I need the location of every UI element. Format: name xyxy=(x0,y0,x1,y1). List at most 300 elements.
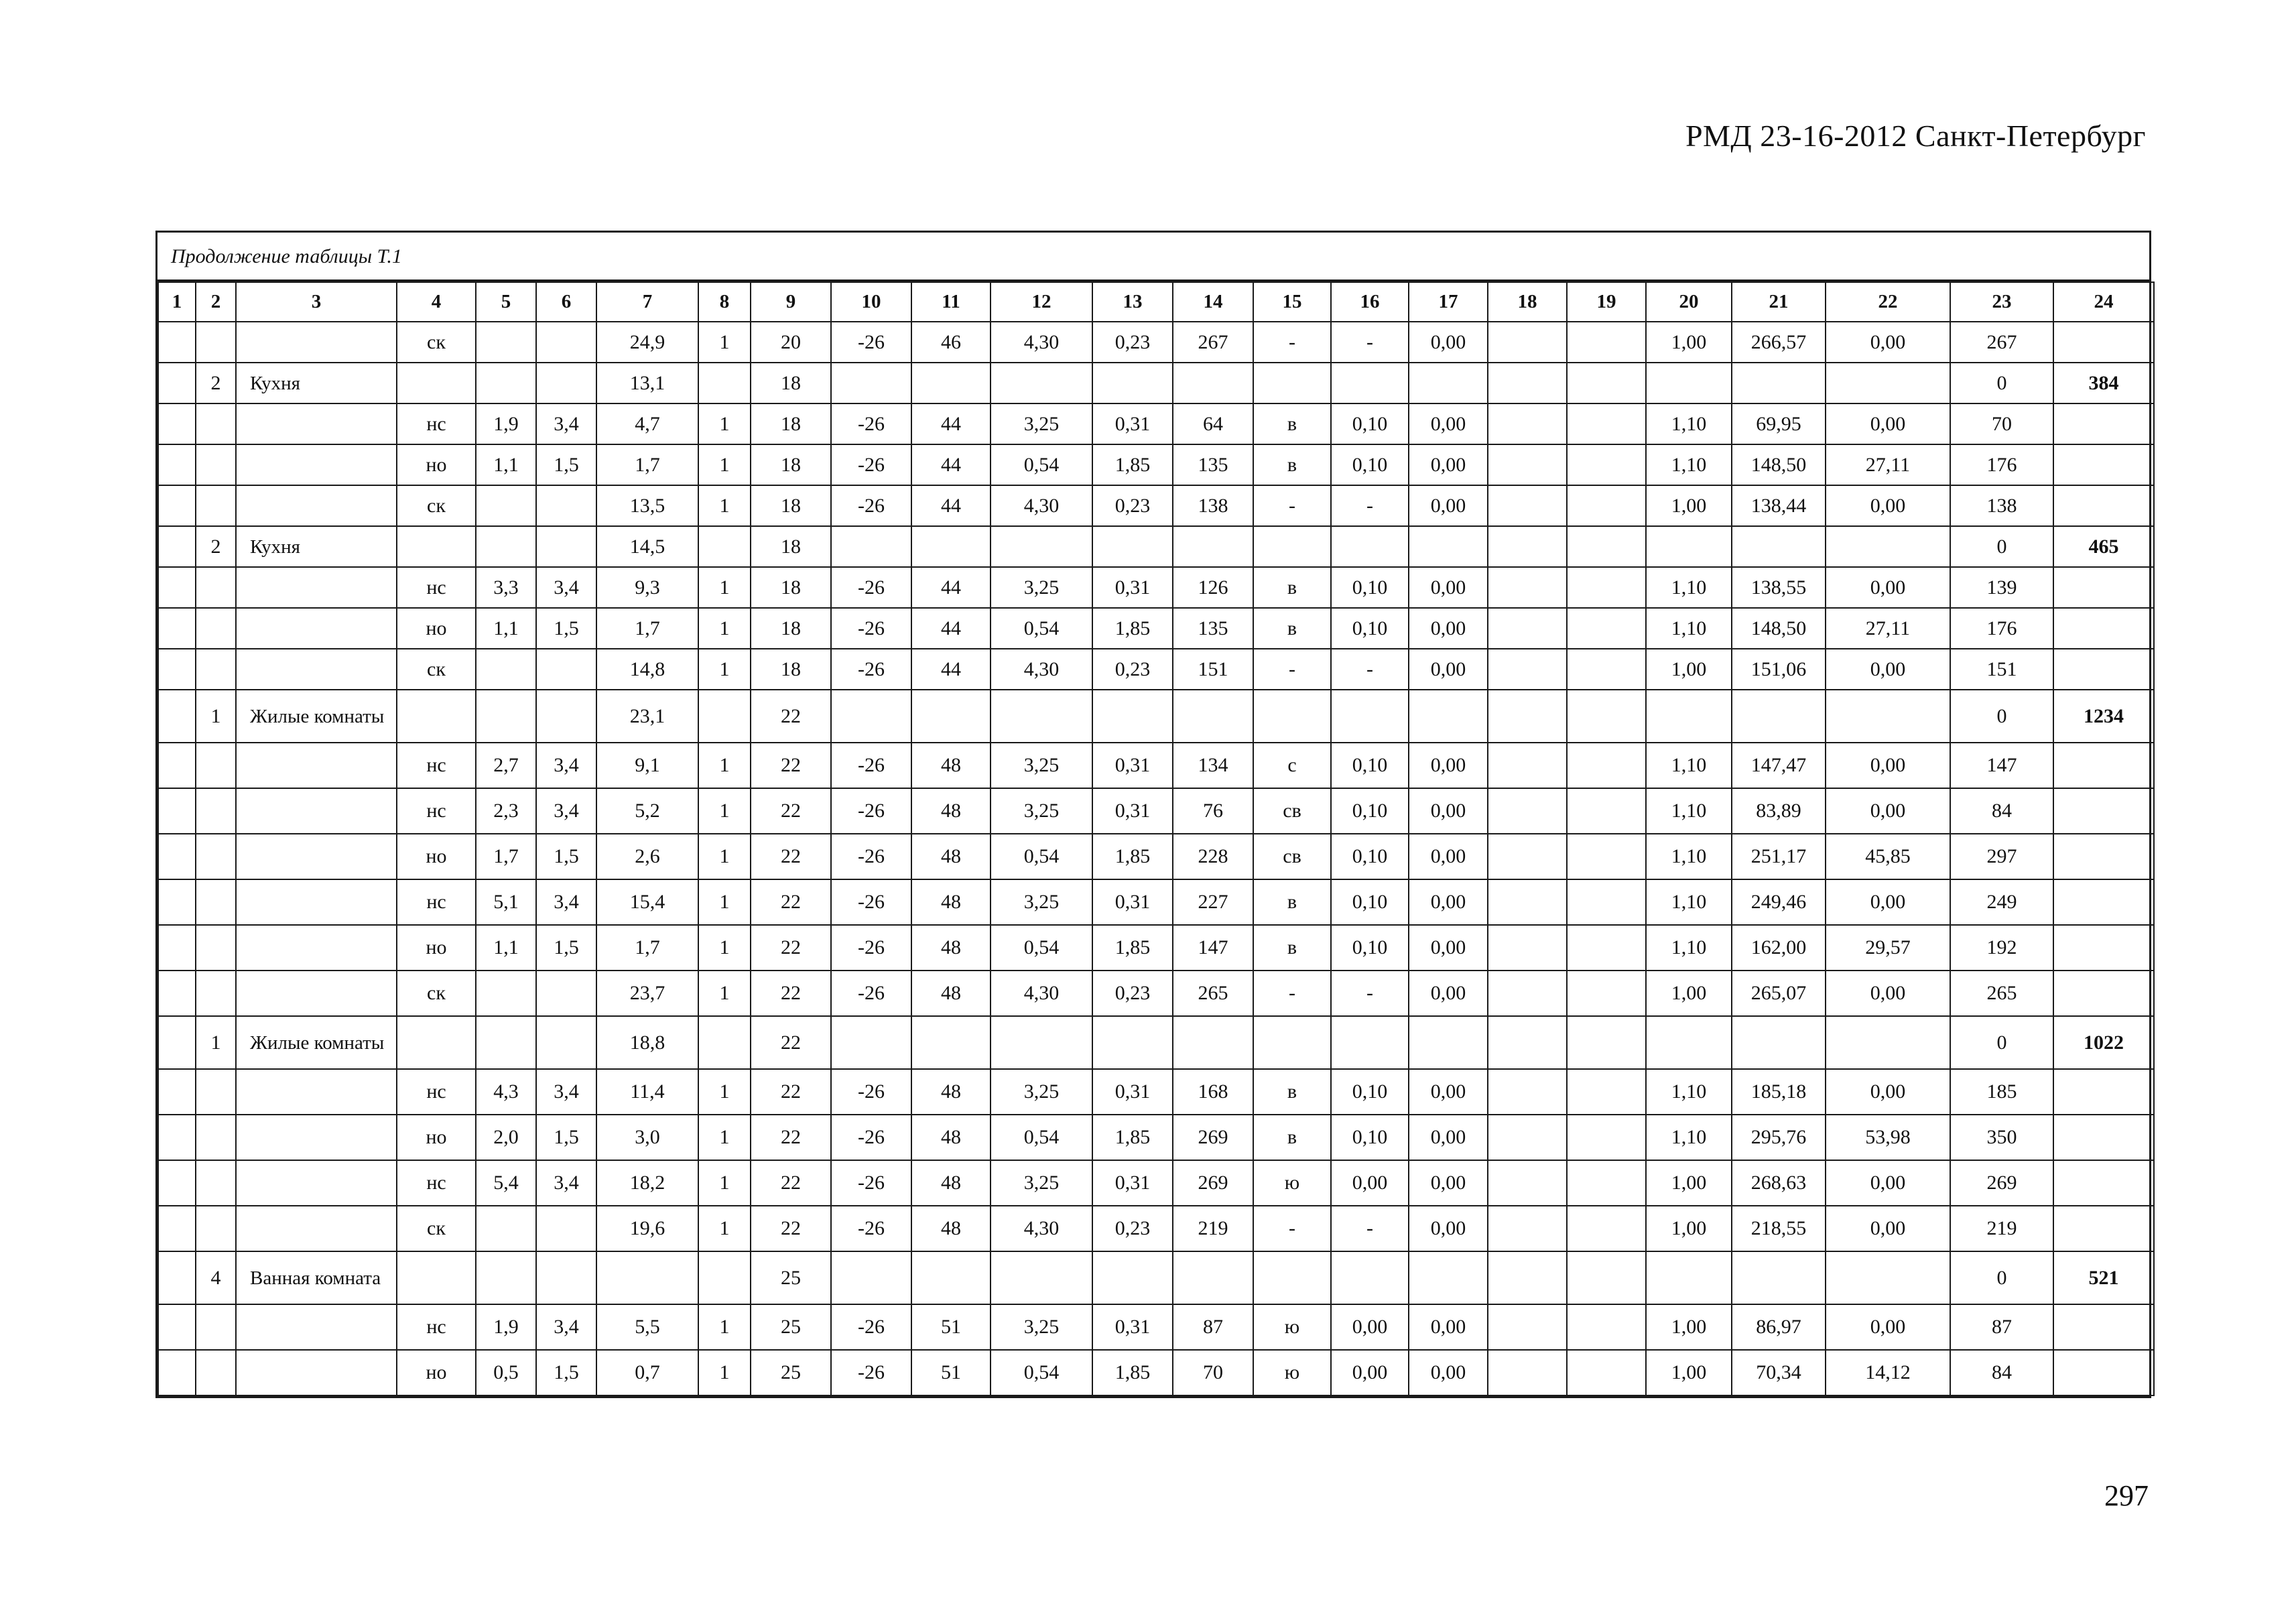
table-cell-col-6 xyxy=(536,1206,596,1251)
table-cell-col-9: 18 xyxy=(751,526,831,567)
table-cell-col-15: св xyxy=(1253,788,1331,834)
table-cell-col-16: - xyxy=(1331,1206,1409,1251)
table-cell-col-20: 1,10 xyxy=(1646,567,1732,608)
table-cell-col-6 xyxy=(536,485,596,526)
table-cell-col-13: 0,23 xyxy=(1092,649,1173,690)
table-cell-col-14: 135 xyxy=(1173,608,1253,649)
table-cell-col-16: 0,10 xyxy=(1331,788,1409,834)
table-cell-col-12: 0,54 xyxy=(991,1115,1092,1160)
table-cell-col-1 xyxy=(158,690,196,743)
table-cell-col-14: 76 xyxy=(1173,788,1253,834)
table-cell-col-14: 135 xyxy=(1173,444,1253,485)
table-row xyxy=(158,788,2154,834)
table-cell-col-22: 0,00 xyxy=(1826,322,1950,363)
table-cell-col-8: 1 xyxy=(698,971,751,1016)
table-cell-col-11: 44 xyxy=(911,403,991,444)
table-cell-col-4: но xyxy=(397,834,476,879)
table-cell-col-11 xyxy=(911,1251,991,1304)
table-cell-col-5: 0,5 xyxy=(476,1350,536,1395)
table-cell-col-6: 3,4 xyxy=(536,1160,596,1206)
table-cell-col-10: -26 xyxy=(831,1304,911,1350)
table-cell-col-18 xyxy=(1488,322,1567,363)
table-cell-col-5: 3,3 xyxy=(476,567,536,608)
table-cell-col-12: 0,54 xyxy=(991,444,1092,485)
table-cell-col-13: 0,23 xyxy=(1092,971,1173,1016)
table-cell-col-9: 18 xyxy=(751,403,831,444)
column-number-13: 13 xyxy=(1092,282,1173,322)
table-cell-col-3: Кухня xyxy=(236,526,397,567)
table-cell-col-7: 13,5 xyxy=(596,485,698,526)
table-cell-col-24: 521 xyxy=(2053,1251,2154,1304)
table-cell-col-11: 48 xyxy=(911,1069,991,1115)
table-cell-col-6 xyxy=(536,1251,596,1304)
table-cell-col-24: 384 xyxy=(2053,363,2154,403)
table-cell-col-23: 0 xyxy=(1950,690,2053,743)
table-cell-col-5 xyxy=(476,649,536,690)
table-cell-col-2 xyxy=(196,879,236,925)
table-cell-col-23: 0 xyxy=(1950,1251,2053,1304)
table-cell-col-24: 465 xyxy=(2053,526,2154,567)
table-cell-col-14: 267 xyxy=(1173,322,1253,363)
table-cell-col-16: 0,10 xyxy=(1331,925,1409,971)
table-cell-col-3 xyxy=(236,1304,397,1350)
table-cell-col-21: 148,50 xyxy=(1732,444,1826,485)
table-cell-col-14: 134 xyxy=(1173,743,1253,788)
table-cell-col-18 xyxy=(1488,444,1567,485)
table-cell-col-14 xyxy=(1173,526,1253,567)
table-cell-col-16: - xyxy=(1331,649,1409,690)
table-cell-col-16 xyxy=(1331,1251,1409,1304)
table-cell-col-20: 1,10 xyxy=(1646,1069,1732,1115)
table-cell-col-21: 70,34 xyxy=(1732,1350,1826,1395)
table-cell-col-13: 1,85 xyxy=(1092,925,1173,971)
column-number-7: 7 xyxy=(596,282,698,322)
table-cell-col-5: 2,0 xyxy=(476,1115,536,1160)
table-cell-col-1 xyxy=(158,1206,196,1251)
table-cell-col-12 xyxy=(991,1016,1092,1069)
table-cell-col-24 xyxy=(2053,1350,2154,1395)
table-cell-col-17: 0,00 xyxy=(1409,444,1488,485)
table-cell-col-7: 24,9 xyxy=(596,322,698,363)
table-cell-col-11 xyxy=(911,690,991,743)
table-cell-col-2: 2 xyxy=(196,526,236,567)
table-cell-col-3 xyxy=(236,649,397,690)
table-cell-col-1 xyxy=(158,1251,196,1304)
table-cell-col-7: 18,2 xyxy=(596,1160,698,1206)
table-cell-col-19 xyxy=(1567,1069,1646,1115)
table-cell-col-23: 0 xyxy=(1950,363,2053,403)
table-cell-col-7: 5,5 xyxy=(596,1304,698,1350)
table-cell-col-24 xyxy=(2053,322,2154,363)
table-cell-col-17: 0,00 xyxy=(1409,608,1488,649)
table-cell-col-22: 0,00 xyxy=(1826,879,1950,925)
table-cell-col-20: 1,10 xyxy=(1646,1115,1732,1160)
table-cell-col-17: 0,00 xyxy=(1409,1160,1488,1206)
table-cell-col-8: 1 xyxy=(698,1206,751,1251)
table-cell-col-24 xyxy=(2053,1160,2154,1206)
table-cell-col-6 xyxy=(536,363,596,403)
table-cell-col-1 xyxy=(158,788,196,834)
table-cell-col-1 xyxy=(158,363,196,403)
table-cell-col-10: -26 xyxy=(831,403,911,444)
table-cell-col-10: -26 xyxy=(831,879,911,925)
table-cell-col-20: 1,10 xyxy=(1646,925,1732,971)
table-cell-col-13: 0,23 xyxy=(1092,1206,1173,1251)
table-cell-col-21 xyxy=(1732,690,1826,743)
table-cell-col-15: в xyxy=(1253,879,1331,925)
table-cell-col-19 xyxy=(1567,690,1646,743)
table-cell-col-10: -26 xyxy=(831,788,911,834)
table-cell-col-6 xyxy=(536,971,596,1016)
table-cell-col-2: 2 xyxy=(196,363,236,403)
table-cell-col-10: -26 xyxy=(831,971,911,1016)
table-cell-col-4: нс xyxy=(397,743,476,788)
table-cell-col-17: 0,00 xyxy=(1409,1350,1488,1395)
table-row xyxy=(158,879,2154,925)
table-cell-col-17: 0,00 xyxy=(1409,649,1488,690)
table-cell-col-19 xyxy=(1567,925,1646,971)
table-cell-col-5 xyxy=(476,363,536,403)
table-cell-col-4: ск xyxy=(397,322,476,363)
table-cell-col-12: 3,25 xyxy=(991,1069,1092,1115)
table-cell-col-14: 147 xyxy=(1173,925,1253,971)
table-cell-col-8: 1 xyxy=(698,485,751,526)
table-cell-col-13: 1,85 xyxy=(1092,608,1173,649)
table-cell-col-5 xyxy=(476,971,536,1016)
table-cell-col-5: 1,7 xyxy=(476,834,536,879)
table-cell-col-8: 1 xyxy=(698,1304,751,1350)
table-cell-col-11: 51 xyxy=(911,1350,991,1395)
column-number-24: 24 xyxy=(2053,282,2154,322)
table-cell-col-12 xyxy=(991,526,1092,567)
table-cell-col-17: 0,00 xyxy=(1409,879,1488,925)
table-cell-col-8: 1 xyxy=(698,1069,751,1115)
table-cell-col-20: 1,10 xyxy=(1646,834,1732,879)
table-cell-col-11: 48 xyxy=(911,925,991,971)
table-cell-col-9: 18 xyxy=(751,363,831,403)
table-cell-col-5 xyxy=(476,1016,536,1069)
table-row xyxy=(158,1251,2154,1304)
table-cell-col-4 xyxy=(397,363,476,403)
table-cell-col-10: -26 xyxy=(831,444,911,485)
table-cell-col-15 xyxy=(1253,363,1331,403)
table-cell-col-22: 0,00 xyxy=(1826,971,1950,1016)
table-cell-col-12: 3,25 xyxy=(991,1304,1092,1350)
table-cell-col-15: в xyxy=(1253,1115,1331,1160)
table-cell-col-23: 176 xyxy=(1950,444,2053,485)
table-cell-col-23: 147 xyxy=(1950,743,2053,788)
table-cell-col-10: -26 xyxy=(831,649,911,690)
table-cell-col-4 xyxy=(397,1016,476,1069)
column-number-4: 4 xyxy=(397,282,476,322)
table-cell-col-6: 3,4 xyxy=(536,788,596,834)
table-cell-col-11: 48 xyxy=(911,971,991,1016)
table-cell-col-21: 69,95 xyxy=(1732,403,1826,444)
table-cell-col-2 xyxy=(196,788,236,834)
table-cell-col-14: 168 xyxy=(1173,1069,1253,1115)
table-cell-col-10: -26 xyxy=(831,1069,911,1115)
table-cell-col-24 xyxy=(2053,1304,2154,1350)
table-cell-col-12: 0,54 xyxy=(991,834,1092,879)
table-cell-col-11: 44 xyxy=(911,649,991,690)
table-cell-col-3 xyxy=(236,403,397,444)
table-cell-col-9: 25 xyxy=(751,1304,831,1350)
table-cell-col-2 xyxy=(196,925,236,971)
table-cell-col-7: 19,6 xyxy=(596,1206,698,1251)
table-cell-col-6: 1,5 xyxy=(536,444,596,485)
table-cell-col-16: 0,10 xyxy=(1331,1115,1409,1160)
column-number-21: 21 xyxy=(1732,282,1826,322)
table-cell-col-1 xyxy=(158,925,196,971)
table-cell-col-4: но xyxy=(397,1115,476,1160)
table-cell-col-17: 0,00 xyxy=(1409,1206,1488,1251)
table-row xyxy=(158,1160,2154,1206)
table-cell-col-13: 1,85 xyxy=(1092,834,1173,879)
column-number-14: 14 xyxy=(1173,282,1253,322)
table-cell-col-17: 0,00 xyxy=(1409,403,1488,444)
table-cell-col-24 xyxy=(2053,743,2154,788)
table-cell-col-2 xyxy=(196,1160,236,1206)
table-cell-col-14: 269 xyxy=(1173,1160,1253,1206)
table-cell-col-17 xyxy=(1409,526,1488,567)
table-cell-col-24 xyxy=(2053,879,2154,925)
table-cell-col-15: в xyxy=(1253,403,1331,444)
table-cell-col-14: 138 xyxy=(1173,485,1253,526)
table-row xyxy=(158,649,2154,690)
table-cell-col-5: 1,1 xyxy=(476,608,536,649)
page-number: 297 xyxy=(2104,1479,2149,1512)
table-cell-col-11 xyxy=(911,363,991,403)
table-cell-col-3 xyxy=(236,444,397,485)
table-cell-col-20: 1,10 xyxy=(1646,879,1732,925)
table-cell-col-7: 15,4 xyxy=(596,879,698,925)
table-cell-col-13: 1,85 xyxy=(1092,444,1173,485)
table-cell-col-14: 227 xyxy=(1173,879,1253,925)
table-cell-col-7: 2,6 xyxy=(596,834,698,879)
table-cell-col-2 xyxy=(196,403,236,444)
table-cell-col-22 xyxy=(1826,1251,1950,1304)
table-cell-col-7: 1,7 xyxy=(596,608,698,649)
table-cell-col-5: 5,4 xyxy=(476,1160,536,1206)
table-cell-col-9: 22 xyxy=(751,788,831,834)
column-number-12: 12 xyxy=(991,282,1092,322)
table-cell-col-1 xyxy=(158,322,196,363)
table-cell-col-9: 18 xyxy=(751,608,831,649)
table-cell-col-13: 0,31 xyxy=(1092,1304,1173,1350)
table-cell-col-20: 1,10 xyxy=(1646,608,1732,649)
table-cell-col-8: 1 xyxy=(698,788,751,834)
table-cell-col-13: 0,31 xyxy=(1092,567,1173,608)
table-cell-col-13 xyxy=(1092,690,1173,743)
table-cell-col-2 xyxy=(196,322,236,363)
table-cell-col-24 xyxy=(2053,1206,2154,1251)
table-cell-col-5 xyxy=(476,322,536,363)
table-cell-col-22: 0,00 xyxy=(1826,788,1950,834)
table-cell-col-21: 185,18 xyxy=(1732,1069,1826,1115)
table-cell-col-4: нс xyxy=(397,1069,476,1115)
table-cell-col-12 xyxy=(991,363,1092,403)
table-cell-col-22: 0,00 xyxy=(1826,403,1950,444)
table-cell-col-2 xyxy=(196,1350,236,1395)
table-cell-col-5 xyxy=(476,485,536,526)
table-cell-col-5: 1,1 xyxy=(476,444,536,485)
table-cell-col-7: 9,1 xyxy=(596,743,698,788)
table-cell-col-12: 3,25 xyxy=(991,403,1092,444)
table-cell-col-16: - xyxy=(1331,971,1409,1016)
table-cell-col-15: ю xyxy=(1253,1304,1331,1350)
table-cell-col-24: 1234 xyxy=(2053,690,2154,743)
table-cell-col-5: 1,1 xyxy=(476,925,536,971)
table-cell-col-4: нс xyxy=(397,879,476,925)
table-cell-col-6: 3,4 xyxy=(536,403,596,444)
table-cell-col-8: 1 xyxy=(698,1115,751,1160)
table-row xyxy=(158,485,2154,526)
table-cell-col-14: 219 xyxy=(1173,1206,1253,1251)
table-cell-col-8: 1 xyxy=(698,743,751,788)
table-cell-col-19 xyxy=(1567,444,1646,485)
table-cell-col-3: Ванная комната xyxy=(236,1251,397,1304)
table-cell-col-10: -26 xyxy=(831,608,911,649)
table-cell-col-15: в xyxy=(1253,1069,1331,1115)
table-cell-col-16: 0,10 xyxy=(1331,743,1409,788)
table-cell-col-20: 1,10 xyxy=(1646,444,1732,485)
table-cell-col-8: 1 xyxy=(698,403,751,444)
table-cell-col-7: 5,2 xyxy=(596,788,698,834)
table-cell-col-7: 14,8 xyxy=(596,649,698,690)
table-cell-col-2 xyxy=(196,608,236,649)
table-cell-col-21: 138,55 xyxy=(1732,567,1826,608)
table-cell-col-3: Кухня xyxy=(236,363,397,403)
table-cell-col-9: 22 xyxy=(751,1016,831,1069)
table-cell-col-7: 23,7 xyxy=(596,971,698,1016)
table-cell-col-17: 0,00 xyxy=(1409,1115,1488,1160)
column-number-17: 17 xyxy=(1409,282,1488,322)
table-cell-col-11 xyxy=(911,526,991,567)
table-cell-col-17: 0,00 xyxy=(1409,971,1488,1016)
table-cell-col-1 xyxy=(158,608,196,649)
table-cell-col-4 xyxy=(397,526,476,567)
column-number-2: 2 xyxy=(196,282,236,322)
table-cell-col-10: -26 xyxy=(831,485,911,526)
table-cell-col-17: 0,00 xyxy=(1409,788,1488,834)
table-cell-col-18 xyxy=(1488,363,1567,403)
table-cell-col-16 xyxy=(1331,690,1409,743)
table-cell-col-4: ск xyxy=(397,649,476,690)
column-number-6: 6 xyxy=(536,282,596,322)
table-cell-col-1 xyxy=(158,526,196,567)
table-row xyxy=(158,444,2154,485)
table-cell-col-16: 0,10 xyxy=(1331,879,1409,925)
table-cell-col-9: 22 xyxy=(751,925,831,971)
column-number-20: 20 xyxy=(1646,282,1732,322)
table-cell-col-17: 0,00 xyxy=(1409,485,1488,526)
table-cell-col-15: св xyxy=(1253,834,1331,879)
table-cell-col-13 xyxy=(1092,1016,1173,1069)
table-cell-col-17 xyxy=(1409,1251,1488,1304)
table-row xyxy=(158,925,2154,971)
table-cell-col-17: 0,00 xyxy=(1409,925,1488,971)
table-cell-col-15: - xyxy=(1253,649,1331,690)
table-cell-col-4 xyxy=(397,690,476,743)
table-cell-col-10: -26 xyxy=(831,567,911,608)
table-cell-col-3 xyxy=(236,788,397,834)
table-cell-col-24 xyxy=(2053,788,2154,834)
table-cell-col-15: - xyxy=(1253,1206,1331,1251)
table-cell-col-11 xyxy=(911,1016,991,1069)
table-row xyxy=(158,834,2154,879)
table-cell-col-12: 3,25 xyxy=(991,1160,1092,1206)
table-cell-col-23: 138 xyxy=(1950,485,2053,526)
table-cell-col-21: 86,97 xyxy=(1732,1304,1826,1350)
table-cell-col-16: 0,10 xyxy=(1331,444,1409,485)
table-cell-col-24 xyxy=(2053,1069,2154,1115)
table-cell-col-18 xyxy=(1488,485,1567,526)
table-cell-col-24 xyxy=(2053,608,2154,649)
table-cell-col-4: но xyxy=(397,925,476,971)
table-cell-col-16: 0,10 xyxy=(1331,608,1409,649)
table-cell-col-24 xyxy=(2053,925,2154,971)
table-cell-col-13: 0,23 xyxy=(1092,322,1173,363)
table-cell-col-16 xyxy=(1331,526,1409,567)
table-cell-col-20: 1,10 xyxy=(1646,743,1732,788)
table-cell-col-12: 3,25 xyxy=(991,567,1092,608)
table-cell-col-12: 4,30 xyxy=(991,1206,1092,1251)
table-cell-col-12: 0,54 xyxy=(991,608,1092,649)
column-number-19: 19 xyxy=(1567,282,1646,322)
table-row xyxy=(158,403,2154,444)
table-cell-col-13: 0,31 xyxy=(1092,1160,1173,1206)
column-number-1: 1 xyxy=(158,282,196,322)
table-cell-col-20: 1,00 xyxy=(1646,1206,1732,1251)
table-cell-col-6 xyxy=(536,1016,596,1069)
table-cell-col-3: Жилые комнаты xyxy=(236,690,397,743)
table-cell-col-16: 0,10 xyxy=(1331,834,1409,879)
table-cell-col-3 xyxy=(236,1115,397,1160)
table-cell-col-23: 219 xyxy=(1950,1206,2053,1251)
table-cell-col-9: 22 xyxy=(751,971,831,1016)
table-cell-col-17 xyxy=(1409,690,1488,743)
table-cell-col-15: с xyxy=(1253,743,1331,788)
table-cell-col-4: ск xyxy=(397,971,476,1016)
table-cell-col-6 xyxy=(536,649,596,690)
table-cell-col-6: 3,4 xyxy=(536,1069,596,1115)
column-number-10: 10 xyxy=(831,282,911,322)
table-cell-col-18 xyxy=(1488,526,1567,567)
table-cell-col-10: -26 xyxy=(831,1206,911,1251)
table-cell-col-21 xyxy=(1732,1251,1826,1304)
table-cell-col-6 xyxy=(536,322,596,363)
table-cell-col-22: 29,57 xyxy=(1826,925,1950,971)
column-number-8: 8 xyxy=(698,282,751,322)
table-cell-col-6 xyxy=(536,690,596,743)
table-cell-col-8: 1 xyxy=(698,879,751,925)
table-cell-col-9: 18 xyxy=(751,444,831,485)
table-cell-col-5: 4,3 xyxy=(476,1069,536,1115)
table-cell-col-7: 9,3 xyxy=(596,567,698,608)
table-cell-col-1 xyxy=(158,1016,196,1069)
table-cell-col-15: в xyxy=(1253,444,1331,485)
table-cell-col-14 xyxy=(1173,690,1253,743)
table-cell-col-22: 27,11 xyxy=(1826,444,1950,485)
table-cell-col-21: 251,17 xyxy=(1732,834,1826,879)
table-cell-col-1 xyxy=(158,879,196,925)
table-cell-col-11: 51 xyxy=(911,1304,991,1350)
table-cell-col-18 xyxy=(1488,649,1567,690)
table-cell-col-2 xyxy=(196,1206,236,1251)
table-cell-col-9: 25 xyxy=(751,1251,831,1304)
table-cell-col-13: 0,31 xyxy=(1092,879,1173,925)
table-cell-col-7: 14,5 xyxy=(596,526,698,567)
